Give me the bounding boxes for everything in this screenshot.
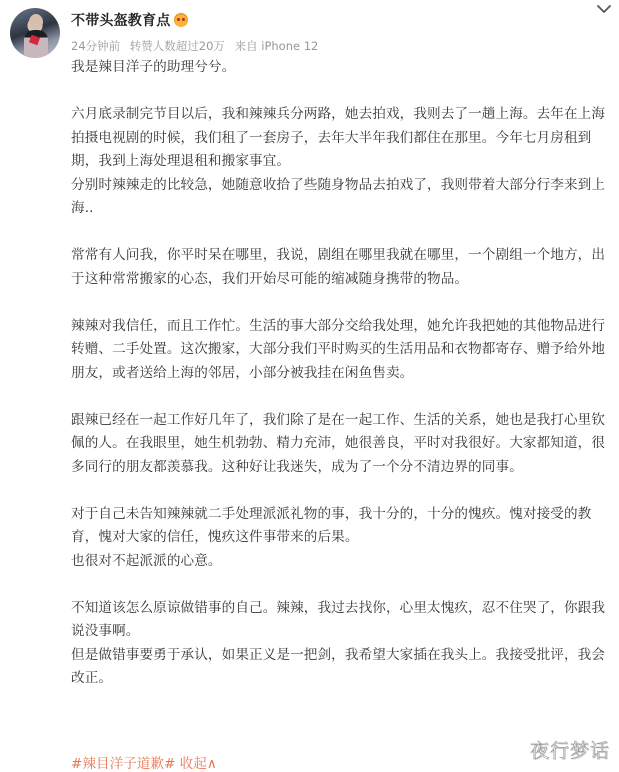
paragraph-moving: 常常有人问我，你平时呆在哪里，我说，剧组在哪里我就在哪里，一个剧组一个地方，出于这种常常搬家的心态，我们开始尽可能的缩减随身携带的物品。 (71, 247, 606, 287)
paragraph-closing: 不知道该怎么原谅做错事的自己。辣辣，我过去找你，心里太愧疚，忍不住哭了，你跟我说没事啊。 (71, 599, 606, 639)
paragraph-gap (71, 573, 611, 597)
chevron-down-icon[interactable] (596, 3, 612, 15)
post-source: 来自 iPhone 12 (234, 39, 319, 53)
paragraph-gap (71, 479, 611, 503)
paragraph-shanghai-2: 分别时辣辣走的比较急，她随意收拾了些随身物品去拍戏了，我则带着大部分行李来到上海.. (71, 176, 606, 216)
paragraph-apology-2: 也很对不起派派的心意。 (71, 552, 222, 569)
paragraph-closing-2: 但是做错事要勇于承认，如果正义是一把剑，我希望大家插在我头上。我接受批评，我会改正。 (71, 646, 606, 686)
paragraph-shanghai: 六月底录制完节目以后，我和辣辣兵分两路，她去拍戏，我则去了一趟上海。去年在上海拍摄电视剧的时候，我们租了一套房子，去年大半年我们都住在那里。今年七月房租到期，我到上海处理退租和搬家事宜。 (71, 106, 606, 169)
post-stats: 转赞人数超过20万 (129, 39, 225, 53)
hashtag-link[interactable]: #辣目洋子道歉# (71, 756, 176, 772)
paragraph-intro: 我是辣目洋子的助理兮兮。 (71, 59, 236, 75)
paragraph-gap (71, 221, 611, 245)
paragraph-trust: 辣辣对我信任，而且工作忙。生活的事大部分交给我处理，她允许我把她的其他物品进行转赠、二手处置。这次搬家，大部分我们平时购买的生活用品和衣物都寄存、赠予给外地朋友，或者送给上海的邻居，小部分被我挂在闲鱼售卖。 (71, 317, 606, 381)
paragraph-gap (71, 385, 611, 409)
paragraph-apology: 对于自己未告知辣辣就二手处理派派礼物的事，我十分的，十分的愧疚。愧对接受的教育，愧对大家的信任，愧疚这件事带来的后果。 (71, 505, 592, 545)
paragraph-relationship: 跟辣已经在一起工作好几年了，我们除了是在一起工作、生活的关系，她也是我打心里钦佩的人。在我眼里，她生机勃勃、精力充沛，她很善良，平时对我很好。大家都知道，很多同行的朋友都羡慕我。这种好让我迷失，成为了一个分不清边界的同事。 (71, 411, 606, 475)
watermark: 夜行梦话 (530, 740, 611, 762)
avatar-figure-head (29, 14, 43, 30)
post-meta (71, 38, 324, 54)
post-content (71, 56, 611, 691)
paragraph-gap (71, 80, 611, 104)
crown-emoji-icon (174, 13, 188, 27)
avatar[interactable] (10, 8, 60, 58)
author-name-row (71, 10, 188, 30)
paragraph-gap (71, 291, 611, 315)
author-name[interactable]: 不带头盔教育点 (71, 13, 171, 29)
post-time[interactable]: 24分钟前 (71, 39, 121, 53)
collapse-link[interactable]: 收起∧ (179, 756, 217, 772)
hashtag-row (71, 752, 217, 772)
